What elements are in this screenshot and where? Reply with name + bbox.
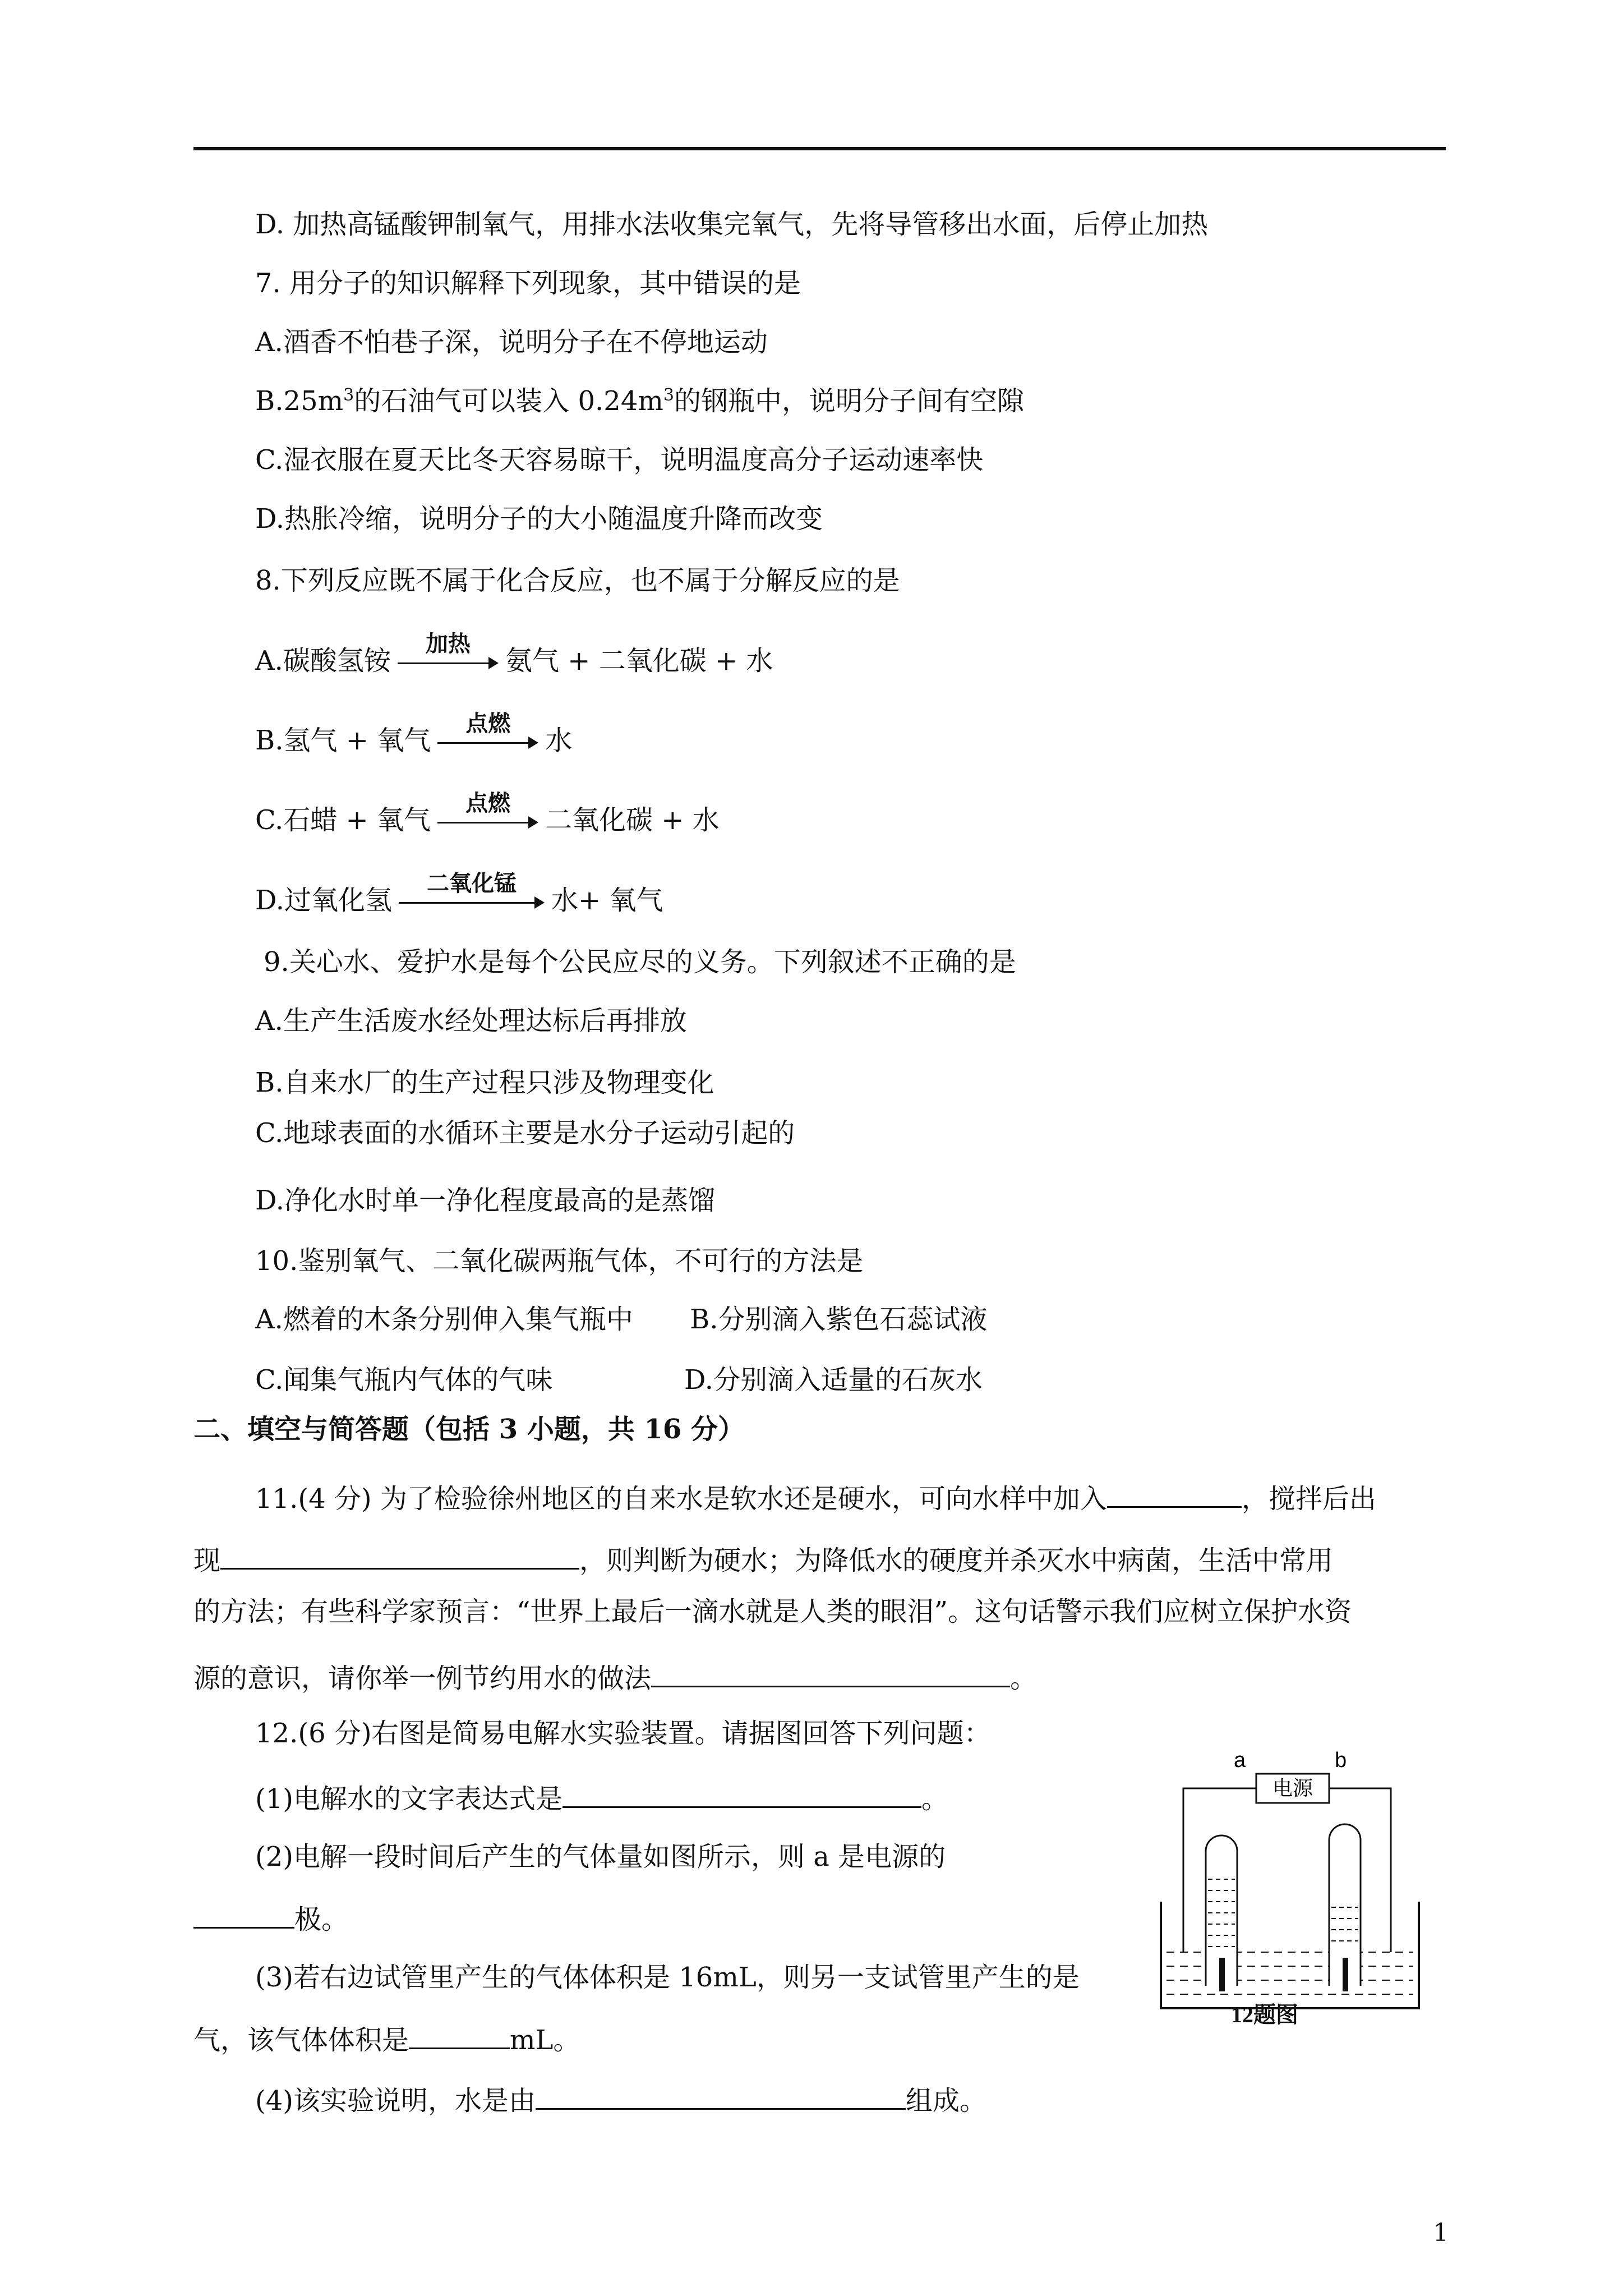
figure-caption: 12题图 (1231, 2002, 1298, 2027)
q11-line-3: 的方法；有些科学家预言：“世界上最后一滴水就是人类的眼泪”。这句话警示我们应树立保护水资 (193, 1596, 1352, 1627)
power-source-label: 电源 (1272, 1777, 1313, 1800)
answer-blank[interactable] (1107, 1478, 1242, 1508)
reaction-arrow: 点燃 (437, 726, 538, 760)
q9-option-d: D.净化水时单一净化程度最高的是蒸馏 (255, 1185, 716, 1216)
q7-option-d: D.热胀冷缩，说明分子的大小随温度升降而改变 (255, 503, 823, 535)
q11-line-1: 11.(4 分) 为了检验徐州地区的自来水是软水还是硬水，可向水样中加入 ，搅拌后出 (255, 1478, 1376, 1516)
q8-option-a: A.碳酸氢铵 加热 氨气 + 二氧化碳 + 水 (255, 644, 773, 680)
reaction-arrow: 加热 (398, 646, 499, 680)
q12-part-3: (3)若右边试管里产生的气体体积是 16mL，则另一支试管里产生的是 (255, 1962, 1080, 1993)
answer-blank[interactable] (409, 2019, 510, 2049)
answer-blank[interactable] (651, 1658, 1010, 1687)
q10-option-b: B.分别滴入紫色石蕊试液 (690, 1304, 988, 1335)
beaker (1161, 1902, 1419, 2008)
water-lines (1166, 1952, 1413, 1994)
section-title: 二、填空与简答题（包括 3 小题，共 16 分） (193, 1414, 745, 1445)
q6-option-d: D. 加热高锰酸钾制氧气，用排水法收集完氧气，先将导管移出水面，后停止加热 (255, 209, 1209, 240)
q10-option-d: D.分别滴入适量的石灰水 (684, 1364, 983, 1396)
q12-part-1: (1)电解水的文字表达式是 。 (255, 1778, 948, 1816)
q9-option-c: C.地球表面的水循环主要是水分子运动引起的 (255, 1117, 795, 1149)
reaction-arrow: 点燃 (437, 806, 538, 839)
answer-blank[interactable] (220, 1540, 579, 1570)
q10-option-c: C.闻集气瓶内气体的气味 (255, 1364, 553, 1396)
page-number: 1 (1433, 2219, 1449, 2247)
answer-blank[interactable] (193, 1899, 294, 1929)
q8-option-b: B.氢气 + 氧气 点燃 水 (255, 724, 572, 760)
q7-option-c: C.湿衣服在夏天比冬天容易晾干，说明温度高分子运动速率快 (255, 444, 984, 476)
q12-stem: 12.(6 分)右图是简易电解水实验装置。请据图回答下列问题： (255, 1718, 991, 1749)
q8-option-c: C.石蜡 + 氧气 点燃 二氧化碳 + 水 (255, 803, 720, 839)
answer-blank[interactable] (562, 1778, 921, 1808)
q8-option-d: D.过氧化氢 二氧化锰 水+ 氧气 (255, 884, 663, 919)
q11-line-2: 现 ，则判断为硬水；为降低水的硬度并杀灭水中病菌，生活中常用 (193, 1540, 1333, 1577)
q7-option-b: $B.25m^3$的石油气可以装入 $0.24m^3$的钢瓶中，说明分子间有空隙 (255, 385, 1024, 417)
q7-option-a: A.酒香不怕巷子深，说明分子在不停地运动 (255, 326, 768, 358)
left-electrode (1219, 1958, 1225, 1991)
right-electrode (1343, 1958, 1348, 1991)
q10-option-a: A.燃着的木条分别伸入集气瓶中 (255, 1304, 633, 1335)
q11-line-4: 源的意识，请你举一例节约用水的做法 。 (193, 1658, 1037, 1695)
q9-stem: 9.关心水、爱护水是每个公民应尽的义务。下列叙述不正确的是 (264, 946, 1016, 978)
reaction-arrow: 二氧化锰 (399, 886, 545, 919)
figure-label-a: a (1234, 1749, 1246, 1772)
q8-stem: 8.下列反应既不属于化合反应，也不属于分解反应的是 (255, 565, 900, 596)
q9-option-b: B.自来水厂的生产过程只涉及物理变化 (255, 1067, 714, 1098)
q12-part-4: (4)该实验说明，水是由 组成。 (255, 2080, 986, 2118)
q10-stem: 10.鉴别氧气、二氧化碳两瓶气体，不可行的方法是 (255, 1245, 864, 1277)
q12-part-2: (2)电解一段时间后产生的气体量如图所示，则 a 是电源的 (255, 1841, 946, 1872)
figure-label-b: b (1335, 1749, 1347, 1772)
q7-stem: 7. 用分子的知识解释下列现象，其中错误的是 (255, 268, 801, 299)
header-rule (193, 147, 1446, 150)
electrolysis-apparatus-figure (1144, 1739, 1436, 2036)
q12-part-3-cont: 气，该气体体积是 mL。 (193, 2019, 580, 2057)
q12-part-2-cont: 极。 (193, 1899, 348, 1936)
q9-option-a: A.生产生活废水经处理达标后再排放 (255, 1005, 687, 1037)
answer-blank[interactable] (536, 2080, 906, 2110)
